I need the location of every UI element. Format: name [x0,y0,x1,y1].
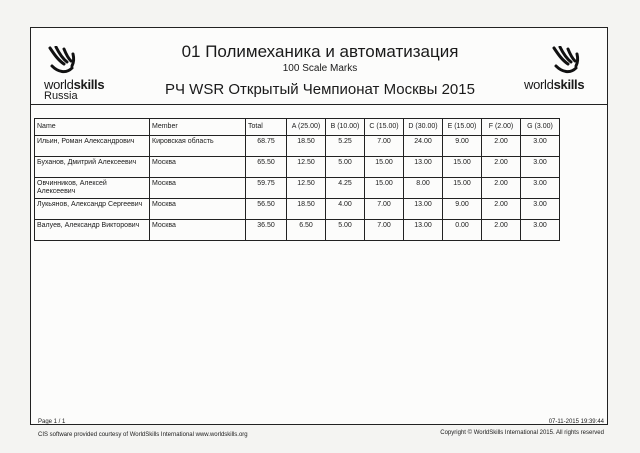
cell-member: Москва [150,199,246,220]
cell-d: 8.00 [404,178,443,199]
cell-total: 36.50 [246,220,287,241]
table-row [35,199,560,220]
col-header-name: Name [35,119,150,136]
cell-c: 7.00 [365,199,404,220]
cell-name: Ильин, Роман Александрович [35,136,150,157]
header-divider [30,104,608,105]
cell-name: Лукьянов, Александр Сергеевич [35,199,150,220]
col-header-c: C (15.00) [365,119,404,136]
cell-e: 15.00 [443,157,482,178]
cell-f: 2.00 [482,220,521,241]
col-header-a: A (25.00) [287,119,326,136]
cell-d: 13.00 [404,199,443,220]
cell-e: 15.00 [443,178,482,199]
cell-b: 4.00 [326,199,365,220]
worldskills-hand-icon [548,46,584,78]
cell-a: 12.50 [287,178,326,199]
col-header-d: D (30.00) [404,119,443,136]
col-header-b: B (10.00) [326,119,365,136]
cell-b: 5.25 [326,136,365,157]
col-header-total: Total [246,119,287,136]
cell-g: 3.00 [521,199,560,220]
report-header [130,42,510,100]
cell-a: 6.50 [287,220,326,241]
cell-total: 68.75 [246,136,287,157]
cell-c: 7.00 [365,220,404,241]
cell-e: 9.00 [443,199,482,220]
cell-a: 18.50 [287,199,326,220]
table-row [35,220,560,241]
col-header-e: E (15.00) [443,119,482,136]
footer-divider [30,424,608,425]
cell-a: 18.50 [287,136,326,157]
cell-g: 3.00 [521,136,560,157]
logo-wordmark: worldskills [524,77,585,92]
cell-f: 2.00 [482,136,521,157]
logo-subtitle: Russia [44,90,78,102]
cell-b: 5.00 [326,220,365,241]
col-header-f: F (2.00) [482,119,521,136]
col-header-g: G (3.00) [521,119,560,136]
cell-f: 2.00 [482,157,521,178]
col-header-member: Member [150,119,246,136]
copyright: Copyright © WorldSkills International 2015. All rights reserved [440,430,604,436]
print-datetime: 07-11-2015 19:39:44 [548,419,604,425]
cell-d: 13.00 [404,157,443,178]
cis-credit: CIS software provided courtesy of WorldSkills International www.worldskills.org [38,432,248,438]
cell-member: Москва [150,220,246,241]
cell-name: Валуев, Александр Викторович [35,220,150,241]
cell-d: 24.00 [404,136,443,157]
cell-c: 15.00 [365,178,404,199]
cell-b: 4.25 [326,178,365,199]
cell-f: 2.00 [482,199,521,220]
report-subtitle: 100 Scale Marks [282,63,358,74]
cell-d: 13.00 [404,220,443,241]
cell-b: 5.00 [326,157,365,178]
cell-a: 12.50 [287,157,326,178]
cell-name: Буханов, Дмитрий Алексеевич [35,157,150,178]
cell-member: Москва [150,178,246,199]
cell-total: 56.50 [246,199,287,220]
cell-member: Кировская область [150,136,246,157]
cell-f: 2.00 [482,178,521,199]
cell-g: 3.00 [521,178,560,199]
cell-g: 3.00 [521,220,560,241]
event-title: РЧ WSR Открытый Чемпионат Москвы 2015 [165,81,475,98]
worldskills-hand-icon [44,46,80,78]
results-table [34,118,560,241]
cell-member: Москва [150,157,246,178]
worldskills-logo [524,46,584,91]
table-row [35,178,560,199]
report-title: 01 Полимеханика и автоматизация [181,42,459,61]
cell-g: 3.00 [521,157,560,178]
table-row [35,136,560,157]
table-header-row [35,119,560,136]
cell-name: Овчинников, Алексей Алексеевич [35,178,150,199]
cell-total: 65.50 [246,157,287,178]
page-number: Page 1 / 1 [38,419,66,425]
cell-c: 7.00 [365,136,404,157]
logo-wordmark: worldskills [44,77,105,92]
cell-total: 59.75 [246,178,287,199]
worldskills-russia-logo [44,46,104,102]
table-row [35,157,560,178]
cell-c: 15.00 [365,157,404,178]
cell-e: 0.00 [443,220,482,241]
cell-e: 9.00 [443,136,482,157]
